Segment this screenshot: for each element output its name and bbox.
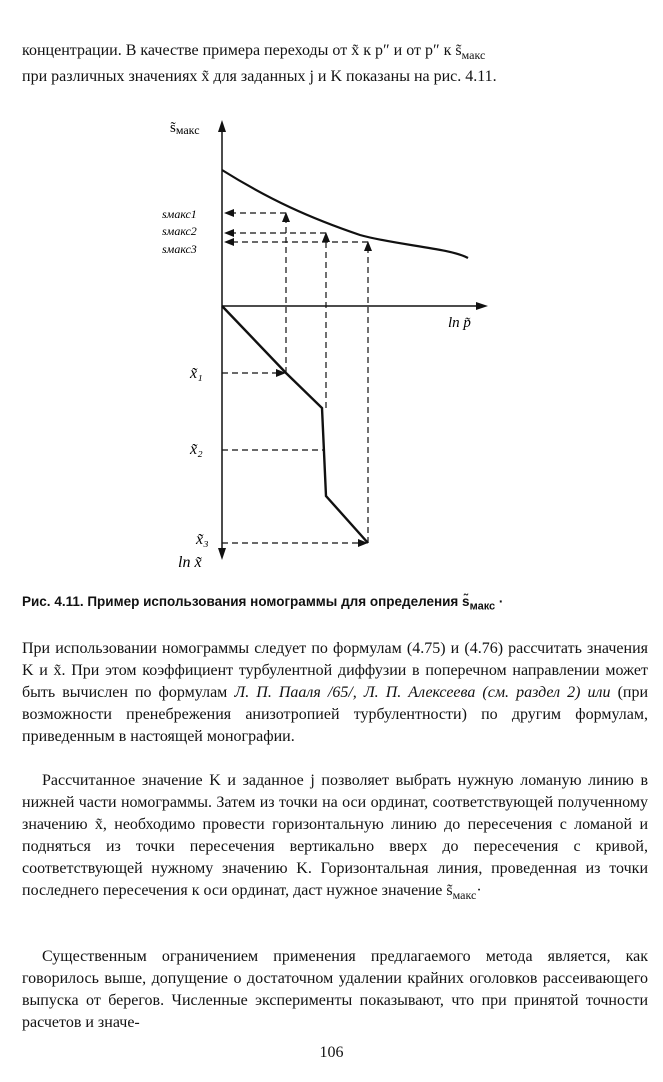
level-arrow-2 (224, 229, 234, 237)
paragraph-3: Существенным ограничением применения предлагаемого метода является, как говорилось выше, допущение о достаточном удалении крайних оголовков рассеивающего выпуска от берегов. Численные эксперименты показывают, что при принятой точности расчетов и значе- (22, 948, 648, 1031)
y-axis-arrow (218, 120, 226, 132)
lower-axis-arrow (218, 548, 226, 560)
top-text-line2: при различных значениях x̃ для заданных j и K показаны на рис. 4.11. (22, 68, 497, 86)
x-axis-arrow (476, 302, 488, 310)
top-text-line1: концентрации. В качестве примера переходы от x̃ к p″ и от p″ к s̃ (22, 42, 462, 59)
level-label-2: sмакс2 (162, 224, 197, 238)
y-axis-label: s̃макс (170, 120, 200, 137)
page-number: 106 (319, 1044, 344, 1061)
figure-caption: Рис. 4.11. Пример использования номограммы для определения $s̃_{макс}$ · (22, 594, 504, 613)
x-tick-label-1: x̃₁ (190, 365, 203, 382)
paragraph-2: Рассчитанное значение K и заданное j позволяет выбрать нужную ломаную линию в нижней части номограммы. Затем из точки на оси ординат, соответствующей полученному значению x̃, необходимо провести горизонтальную линию до пересечения с ломаной и подняться из точки пересечения вертикально вверх до пересечения с кривой, соответствующей нужному значению K. Горизонтальная линия, проведенная из точки последнего пересечения к оси ординат, даст нужное значение $s̃_{макс}\cdot$ (22, 772, 648, 903)
level-label-1: sмакс1 (162, 207, 197, 221)
broken-line (222, 306, 368, 543)
level-arrow-3 (224, 238, 234, 246)
x-axis-label: ln p̃ (448, 315, 471, 331)
level-label-3: sмакс3 (162, 242, 197, 256)
x-tick-label-3: x̃₃ (196, 531, 209, 548)
paragraph-1: При использовании номограммы следует по формулам (4.75) и (4.76) рассчитать значения K и x̃. При этом коэффициент турбулентной диффузии в поперечном направлении может быть вычислен по формулам Л. П. Пааля /65/, Л. П. Алексеева (см. раздел 2) или (при возможности пренебрежения анизотропией турбулентности) по другим формулам, приведенным в настоящей монографии. (22, 640, 649, 745)
nomogram-figure (150, 108, 510, 588)
top-text (22, 40, 648, 88)
top-text-line1-sub: макс (461, 48, 486, 63)
smax-curve (222, 170, 468, 258)
lower-axis-label: ln x̃ (178, 554, 202, 571)
x-tick-label-2: x̃₂ (190, 441, 203, 458)
level-arrow-1 (224, 209, 234, 217)
